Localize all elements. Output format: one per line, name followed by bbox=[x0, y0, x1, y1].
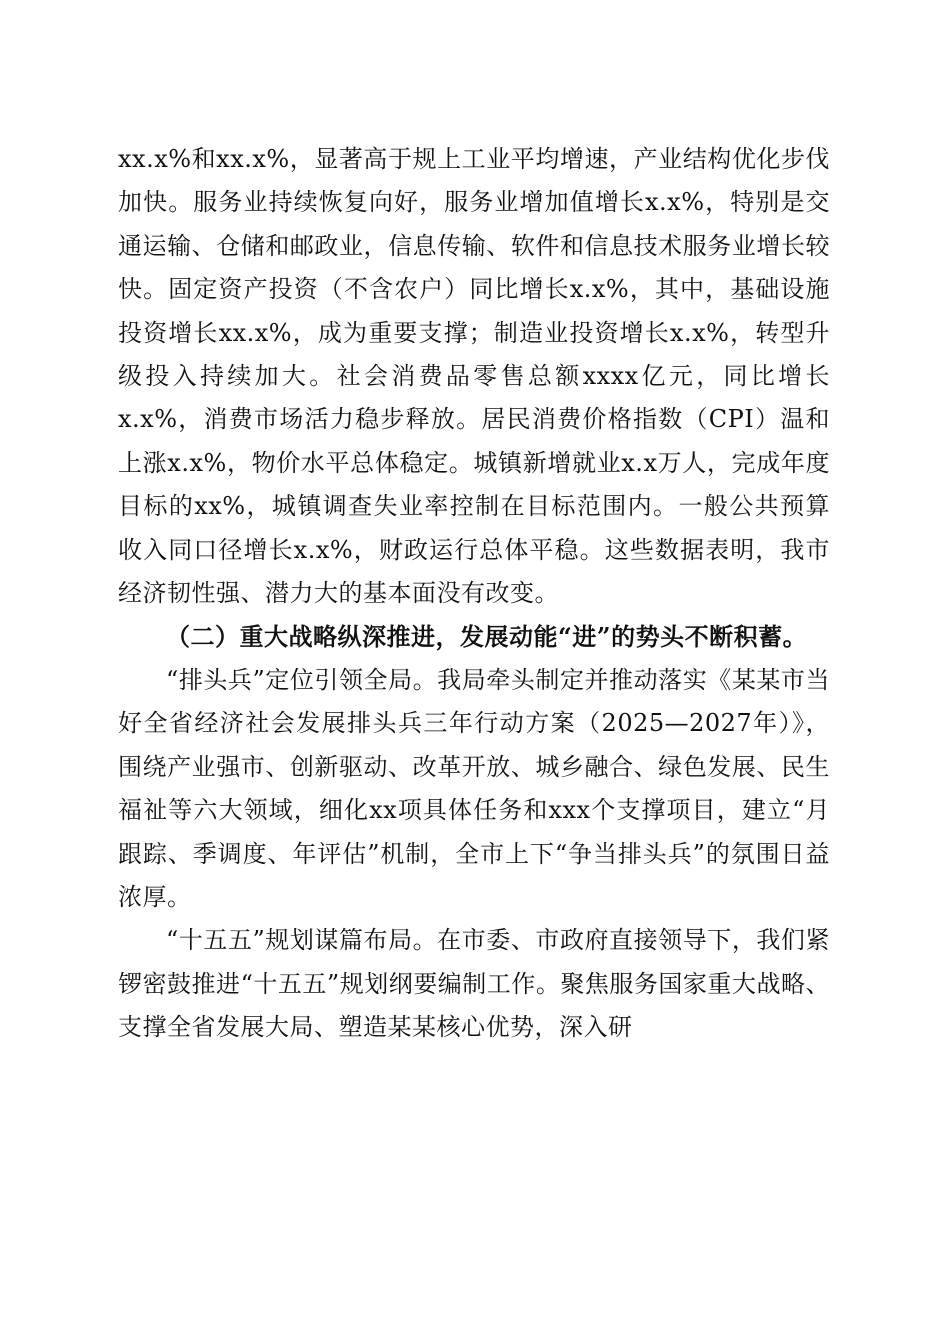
paragraph-15th-five-year-plan: “十五五”规划谋篇布局。在市委、市政府直接领导下，我们紧锣密鼓推进“十五五”规划纲要编制工作。聚焦服务国家重大战略、支撑全省发展大局、塑造某某核心优势，深入研 bbox=[118, 926, 830, 1042]
paragraph-economy-summary: xx.x%和xx.x%，显著高于规上工业平均增速，产业结构优化步伐加快。服务业持续恢复向好，服务业增加值增长x.x%，特别是交通运输、仓储和邮政业，信息传输、软件和信息技术服务业增长较快。固定资产投资（不含农户）同比增长x.x%，其中，基础设施投资增长xx.x%，成为重要支撑；制造业投资增长x.x%，转型升级投入持续加大。社会消费品零售总额xxxx亿元，同比增长x.x%，消费市场活力稳步释放。居民消费价格指数（CPI）温和上涨x.x%，物价水平总体稳定。城镇新增就业x.x万人，完成年度目标的xx%，城镇调查失业率控制在目标范围内。一般公共预算收入同口径增长x.x%，财政运行总体平稳。这些数据表明，我市经济韧性强、潜力大的基本面没有改变。 bbox=[118, 145, 830, 608]
document-body bbox=[118, 138, 830, 1050]
section-heading-2: （二）重大战略纵深推进，发展动能“进”的势头不断积蓄。 bbox=[166, 622, 808, 652]
paragraph-pioneer-positioning: “排头兵”定位引领全局。我局牵头制定并推动落实《某某市当好全省经济社会发展排头兵三年行动方案（2025—2027年）》，围绕产业强市、创新驱动、改革开放、城乡融合、绿色发展、民生福祉等六大领域，细化xx项具体任务和xxx个支撑项目，建立“月跟踪、季调度、年评估”机制，全市上下“争当排头兵”的氛围日益浓厚。 bbox=[118, 665, 830, 911]
